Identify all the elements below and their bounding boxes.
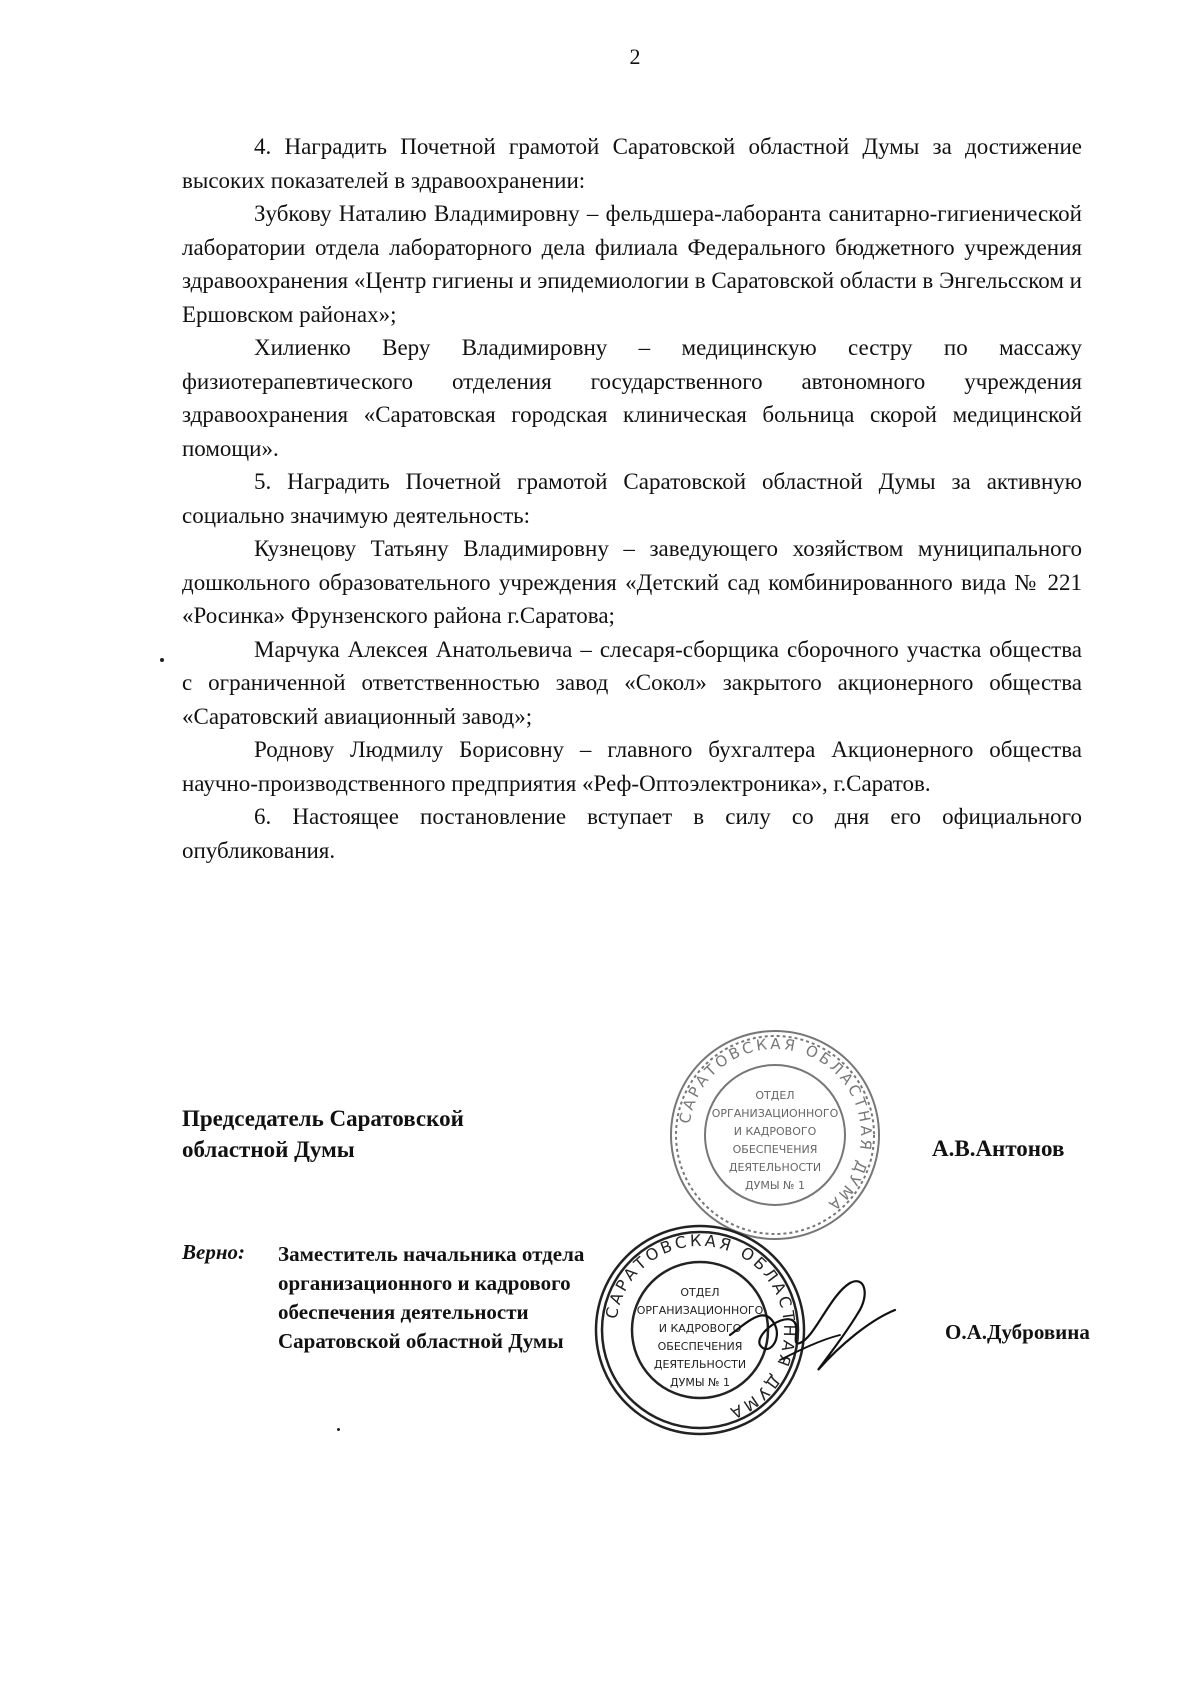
paragraph-item-5: 5. Наградить Почетной грамотой Саратовской областной Думы за активную социально значимую деятельность:	[182, 469, 1082, 528]
stamp-line: И КАДРОВОГО	[658, 1322, 742, 1335]
deputy-title-line: Саратовской областной Думы	[278, 1329, 564, 1353]
handwritten-signature	[720, 1265, 910, 1385]
document-body	[182, 130, 1082, 867]
stamp-line: ОРГАНИЗАЦИОННОГО	[711, 1107, 839, 1120]
stamp-line: ОРГАНИЗАЦИОННОГО	[636, 1304, 764, 1317]
stamp-line: ДУМЫ № 1	[745, 1179, 805, 1192]
paragraph-award-zubkova: Зубкову Наталию Владимировну – фельдшера-лаборанта санитарно-гигиенической лаборатории отдела лабораторного дела филиала Федерального бюджетного учреждения здравоохранения «Центр гигиены и эпидемиологии в Саратовской области в Энгельсском и Ершовском районах»;	[182, 201, 1082, 327]
stamp-ring-text: САРАТОВСКАЯ ОБЛАСТНАЯ ДУМА	[601, 1230, 800, 1424]
chairman-name: А.В.Антонов	[932, 1136, 1065, 1161]
deputy-title-line: организационного и кадрового	[278, 1271, 571, 1295]
stamp-line: ДЕЯТЕЛЬНОСТИ	[653, 1358, 747, 1371]
paragraph-item-4: 4. Наградить Почетной грамотой Саратовской областной Думы за достижение высоких показателей в здравоохранении:	[182, 134, 1082, 193]
verno-label: Верно:	[182, 1240, 245, 1264]
deputy-title	[278, 1240, 584, 1356]
stamp-line: ОБЕСПЕЧЕНИЯ	[732, 1143, 818, 1156]
page-number: 2	[629, 44, 641, 69]
stamp-line: ДУМЫ № 1	[670, 1376, 730, 1389]
paragraph-award-kuznetsova: Кузнецову Татьяну Владимировну – заведующего хозяйством муниципального дошкольного образовательного учреждения «Детский сад комбинированного вида № 221 «Росинка» Фрунзенского района г.Саратова;	[182, 536, 1082, 628]
stamp-line: ОТДЕЛ	[680, 1286, 720, 1299]
paragraph-award-khilienko: Хилиенко Веру Владимировну – медицинскую сестру по массажу физиотерапевтического отделения государственного автономного учреждения здравоохранения «Саратовская городская клиническая больница скорой медицинской помощи».	[182, 335, 1082, 461]
paragraph-item-6: 6. Настоящее постановление вступает в силу со дня его официального опубликования.	[182, 804, 1082, 863]
paragraph-award-marchuk: Марчука Алексея Анатольевича – слесаря-сборщика сборочного участка общества с ограниченной ответственностью завод «Сокол» закрытого акционерного общества «Саратовский авиационный завод»;	[182, 636, 1082, 729]
stamp-ring-text: САРАТОВСКАЯ ОБЛАСТНАЯ ДУМА	[675, 1034, 876, 1216]
deputy-name: О.А.Дубровина	[945, 1320, 1090, 1344]
chairman-title	[182, 1103, 464, 1165]
official-stamp-upper	[665, 1025, 885, 1245]
stamp-line: И КАДРОВОГО	[733, 1125, 817, 1138]
paragraph-award-rodnova: Роднову Людмилу Борисовну – главного бухгалтера Акционерного общества научно-производственного предприятия «Реф-Оптоэлектроника», г.Саратов.	[182, 737, 1082, 796]
deputy-title-line: Заместитель начальника отдела	[278, 1242, 585, 1266]
chairman-title-line: областной Думы	[182, 1137, 355, 1162]
deputy-title-line: обеспечения деятельности	[278, 1300, 529, 1324]
stamp-line: ДЕЯТЕЛЬНОСТИ	[728, 1161, 822, 1174]
chairman-title-line: Председатель Саратовской	[182, 1106, 464, 1131]
scan-mark	[337, 1428, 340, 1431]
stamp-line: ОБЕСПЕЧЕНИЯ	[657, 1340, 743, 1353]
scan-mark	[160, 658, 164, 662]
stamp-line: ОТДЕЛ	[755, 1089, 795, 1102]
